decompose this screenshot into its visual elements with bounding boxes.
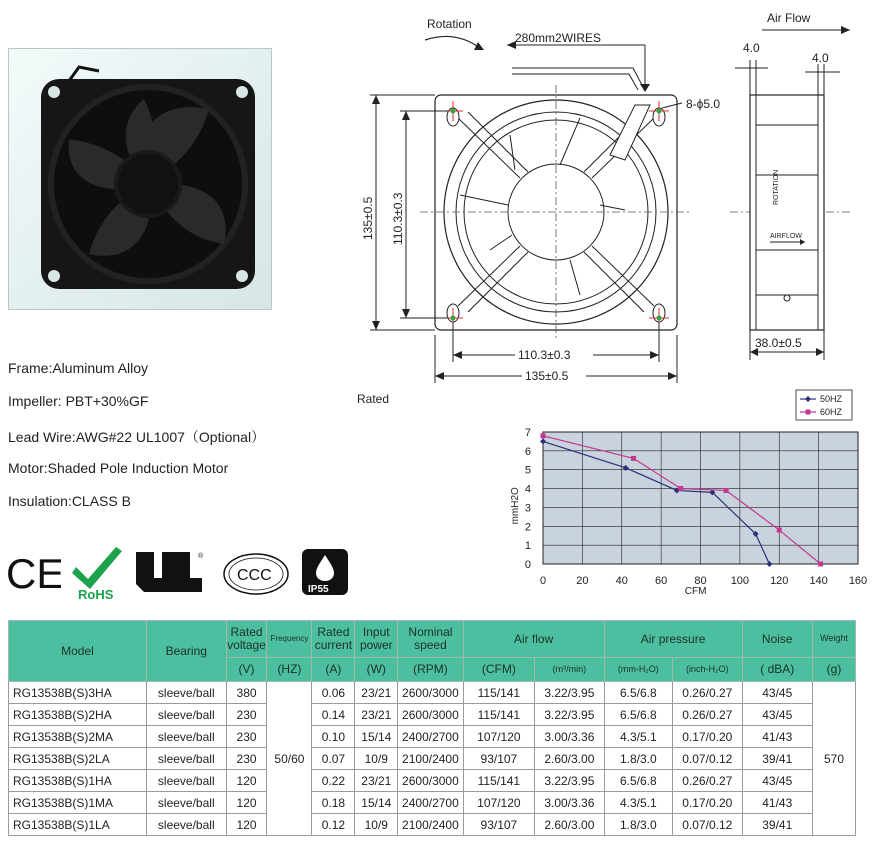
cell-power: 23/21 (355, 770, 398, 792)
unit-current: (A) (312, 658, 355, 682)
y-tick-label: 6 (524, 445, 531, 458)
cell-speed: 2100/2400 (398, 748, 463, 770)
cell-cfm: 115/141 (463, 770, 535, 792)
unit-frequency: (HZ) (267, 658, 312, 682)
svg-text:IP55: IP55 (308, 584, 329, 595)
y-tick-label: 5 (524, 464, 531, 477)
cell-noise: 41/43 (742, 792, 812, 814)
cell-weight: 570 (813, 682, 856, 836)
x-tick-label: 60 (655, 575, 668, 587)
cell-m3min: 3.22/3.95 (535, 682, 604, 704)
data-point (631, 456, 636, 461)
spec-impeller: Impeller: PBT+30%GF (8, 393, 149, 409)
x-axis-label: CFM (684, 586, 707, 595)
unit-voltage: (V) (226, 658, 267, 682)
data-point (724, 488, 729, 493)
cell-noise: 41/43 (742, 726, 812, 748)
cell-cfm: 93/107 (463, 814, 535, 836)
cell-inch: 0.07/0.12 (673, 748, 742, 770)
dim-135-horizontal: 135±0.5 (525, 369, 569, 383)
dim-110-vertical: 110.3±0.3 (391, 192, 405, 245)
cell-mm: 1.8/3.0 (604, 748, 672, 770)
cell-bearing: sleeve/ball (146, 748, 226, 770)
cell-noise: 43/45 (742, 770, 812, 792)
cell-speed: 2400/2700 (398, 726, 463, 748)
cell-current: 0.22 (312, 770, 355, 792)
cell-speed: 2100/2400 (398, 814, 463, 836)
cell-bearing: sleeve/ball (146, 814, 226, 836)
cell-cfm: 107/120 (463, 726, 535, 748)
cell-m3min: 3.22/3.95 (535, 770, 604, 792)
table-row (9, 726, 856, 748)
dim-110-horizontal: 110.3±0.3 (518, 348, 571, 362)
ip55-logo (300, 547, 350, 602)
x-tick-label: 160 (848, 575, 868, 587)
cell-cfm: 93/107 (463, 748, 535, 770)
cell-m3min: 3.22/3.95 (535, 704, 604, 726)
y-tick-label: 3 (524, 502, 531, 515)
cell-bearing: sleeve/ball (146, 682, 226, 704)
th-frequency: Frequency (267, 621, 312, 658)
cell-bearing: sleeve/ball (146, 792, 226, 814)
unit-cfm: (CFM) (463, 658, 535, 682)
cell-model: RG13538B(S)2HA (9, 704, 147, 726)
cell-power: 23/21 (355, 704, 398, 726)
data-point (541, 433, 546, 438)
data-point (818, 562, 823, 567)
table-row (9, 770, 856, 792)
cell-model: RG13538B(S)1LA (9, 814, 147, 836)
spec-motor: Motor:Shaded Pole Induction Motor (8, 460, 229, 476)
spec-lead-wire: Lead Wire:AWG#22 UL1007（Optional） (8, 429, 266, 445)
x-tick-label: 40 (615, 575, 628, 587)
cell-voltage: 380 (226, 682, 267, 704)
th-nominal-speed: Nominal speed (398, 621, 463, 658)
svg-text:CE: CE (6, 550, 61, 596)
table-row (9, 814, 856, 836)
cell-current: 0.12 (312, 814, 355, 836)
cell-bearing: sleeve/ball (146, 704, 226, 726)
table-row (9, 792, 856, 814)
unit-inchh2o: (inch-H₂O) (673, 658, 742, 682)
spec-insulation: Insulation:CLASS B (8, 493, 131, 509)
y-axis-label: mmH2O (510, 487, 521, 525)
cell-noise: 39/41 (742, 748, 812, 770)
cell-m3min: 2.60/3.00 (535, 748, 604, 770)
th-air-pressure: Air pressure (604, 621, 742, 658)
cell-mm: 1.8/3.0 (604, 814, 672, 836)
cell-inch: 0.17/0.20 (673, 726, 742, 748)
rated-label: Rated (357, 392, 390, 406)
cell-model: RG13538B(S)2MA (9, 726, 147, 748)
x-tick-label: 80 (694, 575, 707, 587)
unit-m3min: (m³/min) (535, 658, 604, 682)
wires-label: 280mm2WIRES (515, 31, 602, 45)
cell-speed: 2600/3000 (398, 704, 463, 726)
cell-power: 10/9 (355, 748, 398, 770)
y-tick-label: 2 (524, 521, 531, 534)
dim-135-vertical: 135±0.5 (361, 196, 375, 240)
ul-logo (132, 548, 208, 601)
cell-cfm: 115/141 (463, 704, 535, 726)
cell-inch: 0.26/0.27 (673, 682, 742, 704)
unit-speed: (RPM) (398, 658, 463, 682)
cell-frequency: 50/60 (267, 682, 312, 836)
technical-drawing (350, 0, 872, 390)
data-point (777, 528, 782, 533)
cell-current: 0.06 (312, 682, 355, 704)
cell-power: 15/14 (355, 792, 398, 814)
spec-frame: Frame:Aluminum Alloy (8, 360, 149, 376)
x-tick-label: 120 (770, 575, 789, 587)
cell-inch: 0.26/0.27 (673, 704, 742, 726)
cell-mm: 6.5/6.8 (604, 682, 672, 704)
fan-illustration (9, 49, 271, 309)
holes-label: 8-ϕ5.0 (686, 97, 721, 111)
ccc-logo (222, 552, 292, 601)
th-bearing: Bearing (146, 621, 226, 682)
table-row (9, 748, 856, 770)
cell-model: RG13538B(S)1MA (9, 792, 147, 814)
x-tick-label: 20 (576, 575, 589, 587)
side-airflow-text: AIRFLOW (770, 233, 802, 240)
cell-voltage: 120 (226, 770, 267, 792)
th-rated-voltage: Rated voltage (226, 621, 267, 658)
x-tick-label: 100 (730, 575, 750, 587)
cell-noise: 39/41 (742, 814, 812, 836)
cell-current: 0.18 (312, 792, 355, 814)
cell-m3min: 2.60/3.00 (535, 814, 604, 836)
unit-power: (W) (355, 658, 398, 682)
cell-cfm: 115/141 (463, 682, 535, 704)
table-row (9, 704, 856, 726)
rohs-logo (72, 545, 132, 606)
cell-model: RG13538B(S)2LA (9, 748, 147, 770)
x-tick-label: 140 (809, 575, 828, 587)
legend-label: 60HZ (820, 407, 843, 417)
performance-chart (480, 380, 872, 595)
unit-dba: ( dBA) (742, 658, 812, 682)
chart-legend (796, 390, 852, 420)
cell-current: 0.14 (312, 704, 355, 726)
cell-speed: 2400/2700 (398, 792, 463, 814)
side-rotation-text: ROTATION (773, 169, 780, 205)
dim-38: 38.0±0.5 (755, 336, 802, 350)
ce-logo (6, 548, 61, 601)
cell-current: 0.07 (312, 748, 355, 770)
cell-power: 15/14 (355, 726, 398, 748)
cell-voltage: 230 (226, 704, 267, 726)
x-tick-label: 0 (539, 575, 547, 587)
th-air-flow: Air flow (463, 621, 604, 658)
cell-power: 10/9 (355, 814, 398, 836)
unit-mmh2o: (mm-H₂O) (604, 658, 672, 682)
cell-noise: 43/45 (742, 682, 812, 704)
cell-bearing: sleeve/ball (146, 770, 226, 792)
cell-inch: 0.07/0.12 (673, 814, 742, 836)
th-input-power: Input power (355, 621, 398, 658)
cell-bearing: sleeve/ball (146, 726, 226, 748)
svg-text:®: ® (198, 553, 204, 560)
cell-speed: 2600/3000 (398, 682, 463, 704)
cell-voltage: 120 (226, 792, 267, 814)
th-noise: Noise (742, 621, 812, 658)
th-model: Model (9, 621, 147, 682)
rotation-arrow-icon (425, 36, 480, 48)
cell-voltage: 120 (226, 814, 267, 836)
airflow-label: Air Flow (767, 11, 811, 25)
cell-mm: 6.5/6.8 (604, 704, 672, 726)
spec-table (8, 620, 856, 836)
cell-power: 23/21 (355, 682, 398, 704)
cell-voltage: 230 (226, 748, 267, 770)
th-weight: Weight (813, 621, 856, 658)
product-photo (8, 48, 272, 310)
cell-mm: 6.5/6.8 (604, 770, 672, 792)
cell-inch: 0.17/0.20 (673, 792, 742, 814)
y-tick-label: 7 (524, 427, 531, 439)
data-point (678, 486, 683, 491)
cell-cfm: 107/120 (463, 792, 535, 814)
cell-voltage: 230 (226, 726, 267, 748)
svg-text:CCC: CCC (237, 567, 272, 584)
cell-current: 0.10 (312, 726, 355, 748)
cell-speed: 2600/3000 (398, 770, 463, 792)
cell-model: RG13538B(S)3HA (9, 682, 147, 704)
y-tick-label: 0 (524, 559, 531, 571)
table-row (9, 682, 856, 704)
cell-inch: 0.26/0.27 (673, 770, 742, 792)
rotation-label: Rotation (427, 17, 472, 31)
cell-mm: 4.3/5.1 (604, 792, 672, 814)
cell-mm: 4.3/5.1 (604, 726, 672, 748)
cell-model: RG13538B(S)1HA (9, 770, 147, 792)
cell-m3min: 3.00/3.36 (535, 726, 604, 748)
th-rated-current: Rated current (312, 621, 355, 658)
cell-noise: 43/45 (742, 704, 812, 726)
cell-m3min: 3.00/3.36 (535, 792, 604, 814)
dim-4-left: 4.0 (743, 41, 760, 55)
svg-text:RoHS: RoHS (78, 587, 114, 601)
y-tick-label: 1 (524, 540, 531, 553)
y-tick-label: 4 (524, 483, 531, 496)
dim-4-right: 4.0 (812, 51, 829, 65)
unit-g: (g) (813, 658, 856, 682)
legend-label: 50HZ (820, 394, 843, 404)
